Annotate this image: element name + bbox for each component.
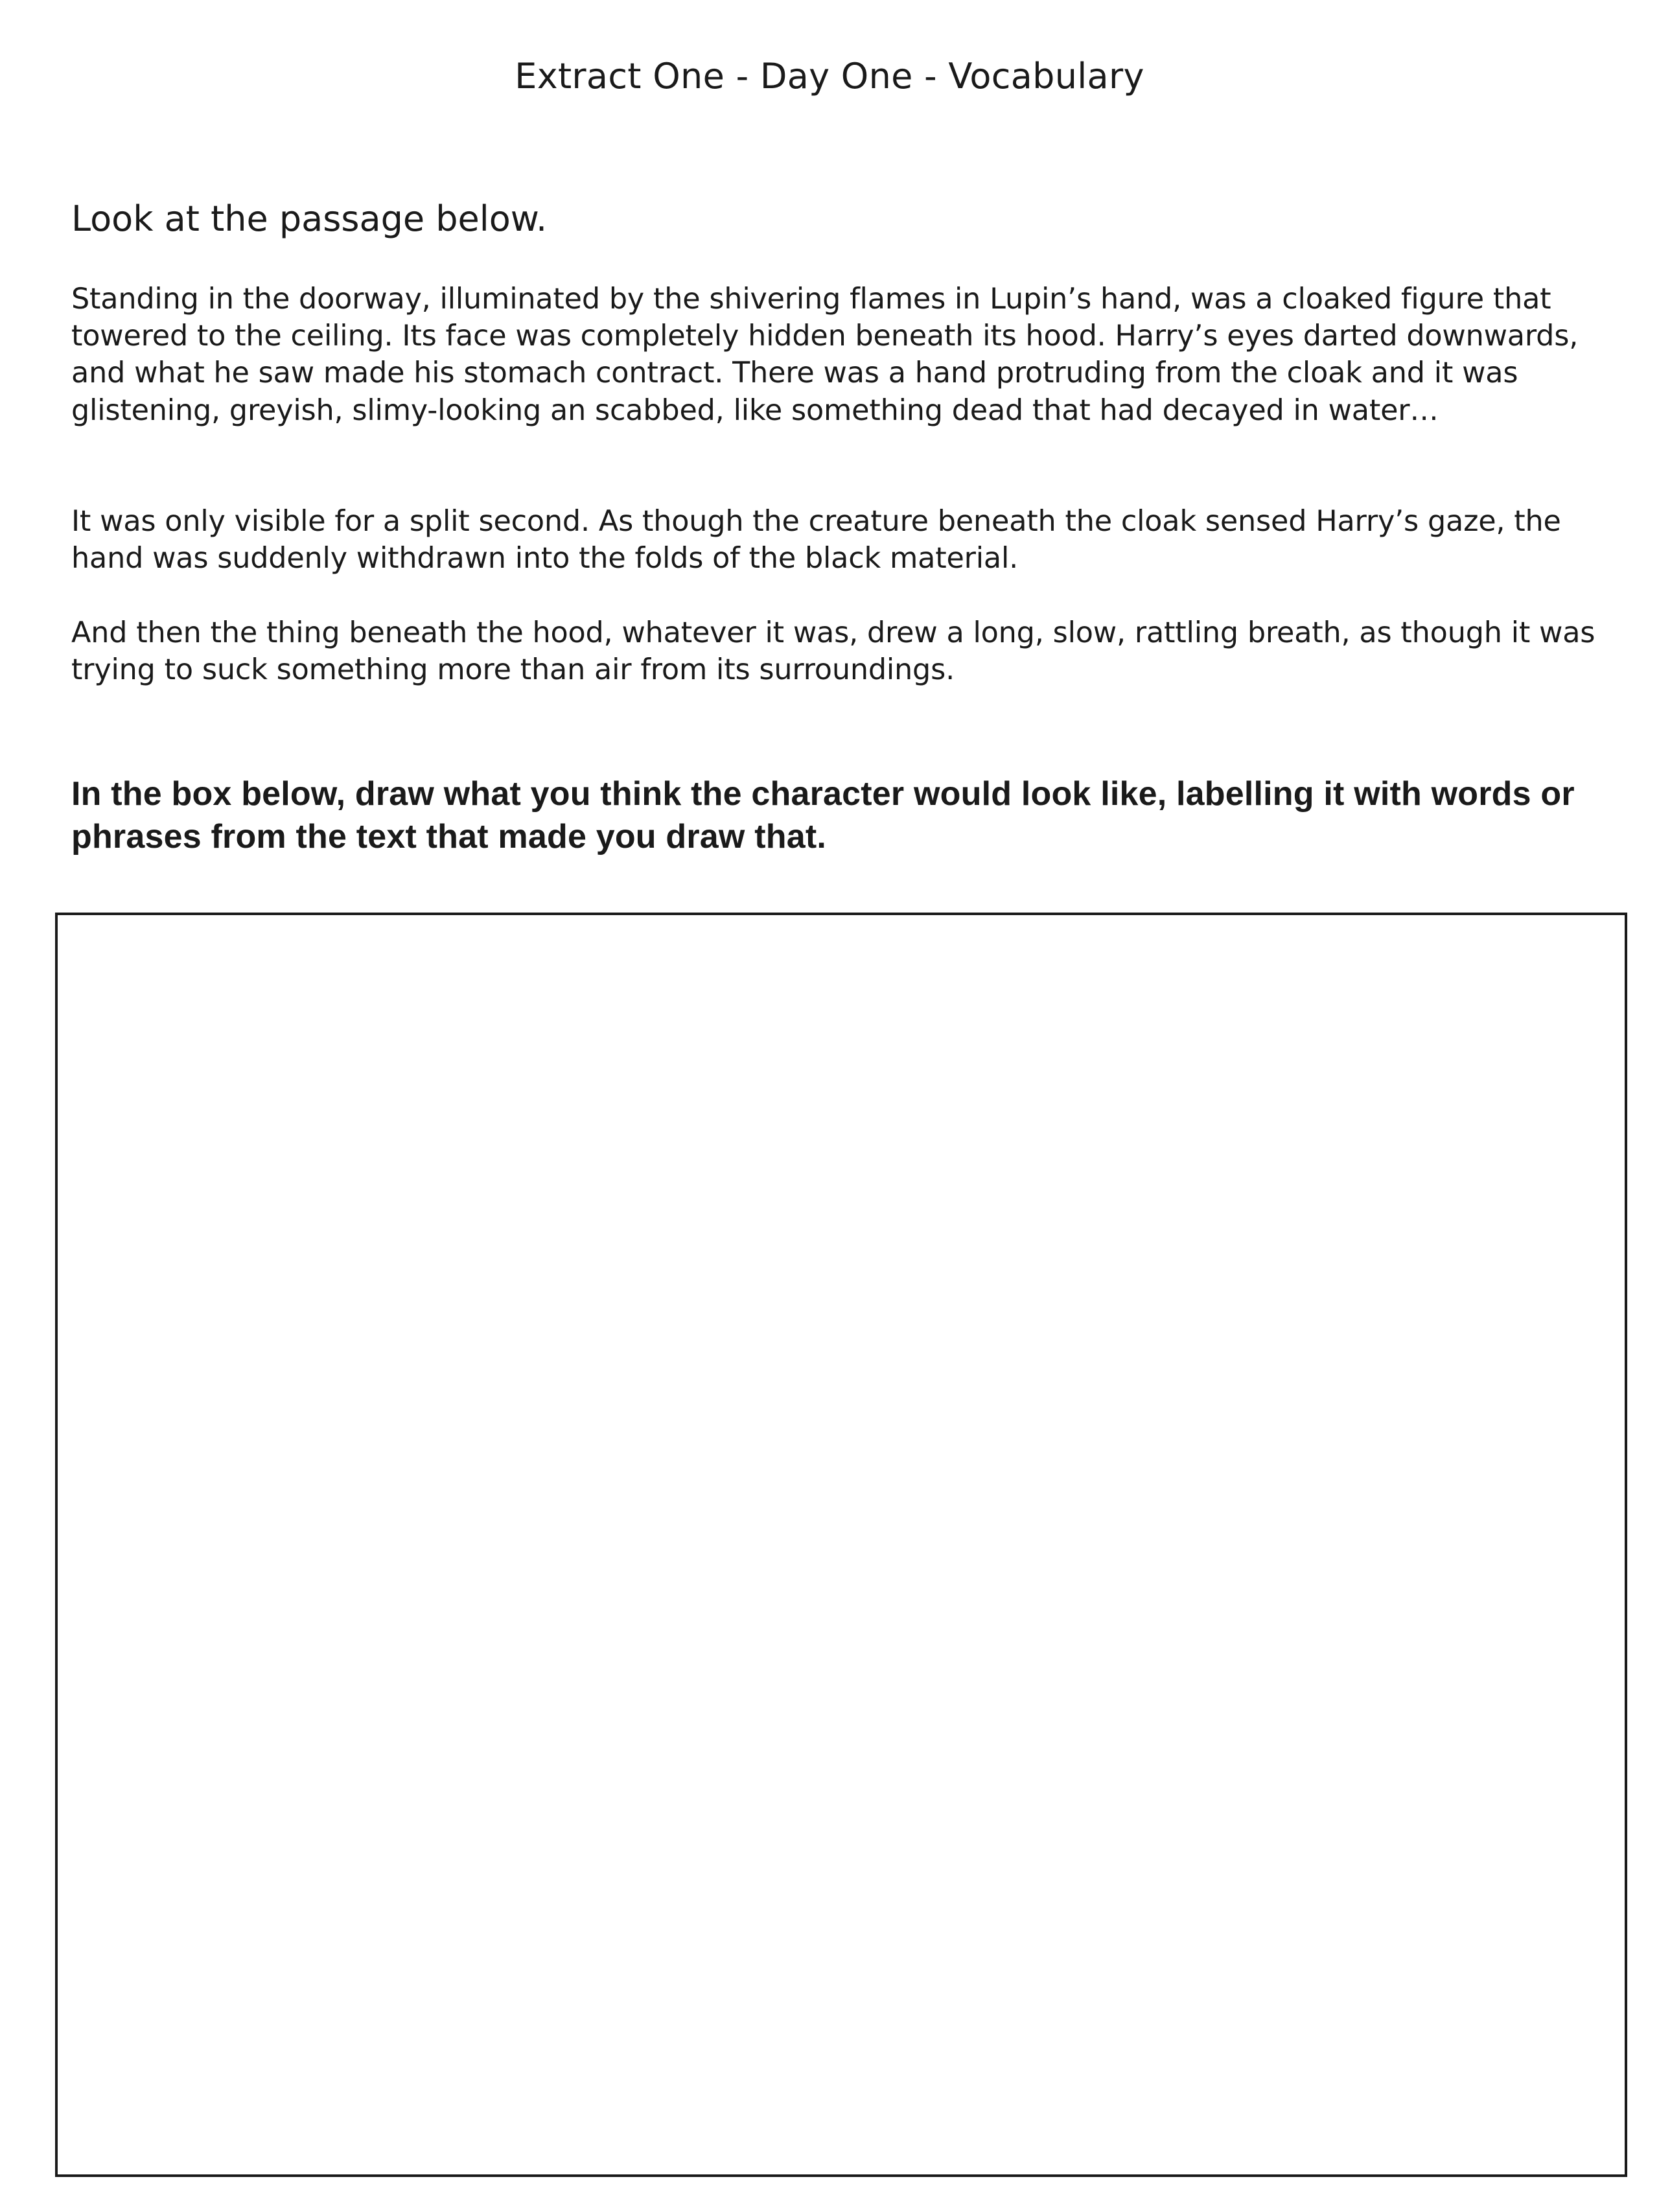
passage-paragraph: Standing in the doorway, illuminated by the shivering flames in Lupin’s hand, was a cloaked figure that towered to the ceiling. Its face was completely hidden beneath its hood. Harry’s eyes darted downwards, and what he saw made his stomach contract. There was a hand protruding from the cloak and it was glistening, greyish, slimy-looking an scabbed, like something dead that had decayed in water…: [71, 283, 1579, 427]
page-title: Extract One - Day One - Vocabulary: [515, 56, 1144, 97]
passage-paragraph: It was only visible for a split second. As though the creature beneath the cloak sensed Harry’s gaze, the hand was suddenly withdrawn into the folds of the black material.: [71, 505, 1561, 576]
drawing-box[interactable]: [55, 913, 1627, 2177]
drawing-instruction: In the box below, draw what you think the character would look like, labelling it with words or phrases from the text that made you draw that.: [71, 775, 1575, 856]
passage-paragraph: And then the thing beneath the hood, whatever it was, drew a long, slow, rattling breath, as though it was trying to suck something more than air from its surroundings.: [71, 616, 1595, 687]
intro-text: Look at the passage below.: [71, 198, 548, 239]
